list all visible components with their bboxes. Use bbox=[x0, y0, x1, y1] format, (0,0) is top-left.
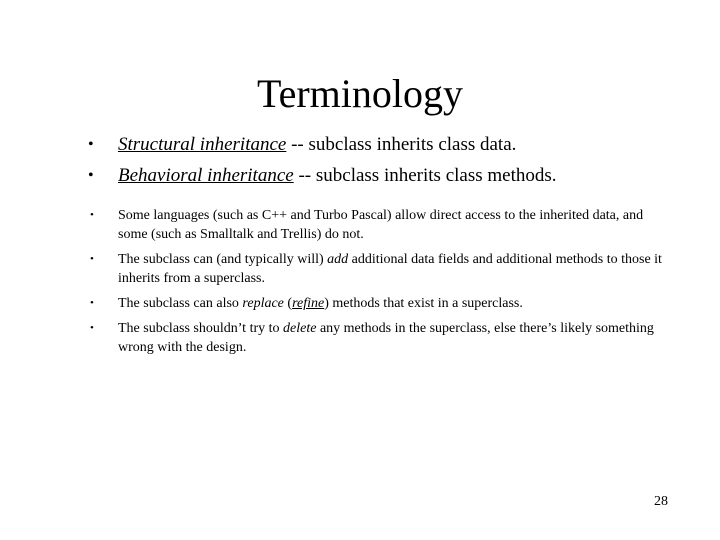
emphasis-delete: delete bbox=[283, 321, 317, 336]
term-behavioral-inheritance: Behavioral inheritance bbox=[118, 165, 294, 186]
slide-title: Terminology bbox=[256, 71, 464, 116]
bullet-delete-methods bbox=[90, 319, 670, 357]
bullet-dot-icon: • bbox=[88, 167, 94, 184]
bullet-behavioral-inheritance bbox=[88, 165, 688, 187]
bullet-text-post: ) methods that exist in a superclass. bbox=[324, 296, 523, 311]
emphasis-replace: replace bbox=[242, 296, 284, 311]
bullet-text-pre: The subclass can also bbox=[118, 296, 243, 311]
bullet-text-mid: ( bbox=[283, 296, 293, 311]
emphasis-add: add bbox=[327, 252, 349, 267]
bullet-dot-icon: • bbox=[90, 297, 94, 309]
bullet-dot-icon: • bbox=[90, 209, 94, 221]
bullet-text-post: any methods in the superclass, else there’s likely something wrong with the design. bbox=[118, 321, 654, 355]
bullet-text-pre: The subclass shouldn’t try to bbox=[118, 321, 284, 336]
sub-bullet-list bbox=[90, 206, 670, 363]
bullet-dot-icon: • bbox=[88, 136, 94, 153]
bullet-dot-icon: • bbox=[90, 253, 94, 265]
term-structural-inheritance: Structural inheritance bbox=[118, 134, 287, 155]
definition-text: -- subclass inherits class data. bbox=[286, 134, 517, 155]
bullet-text-pre: The subclass can (and typically will) bbox=[118, 252, 328, 267]
bullet-text: Some languages (such as C++ and Turbo Pascal) allow direct access to the inherited data, and some (such as Smalltalk and Trellis) do not. bbox=[118, 208, 644, 242]
bullet-structural-inheritance bbox=[88, 134, 688, 156]
emphasis-refine: refine bbox=[292, 296, 325, 311]
bullet-text-post: additional data fields and additional methods to those it inherits from a superclass. bbox=[118, 252, 662, 286]
main-bullet-list bbox=[88, 134, 688, 196]
bullet-direct-access bbox=[90, 206, 670, 244]
page-number: 28 bbox=[654, 494, 668, 509]
definition-text: -- subclass inherits class methods. bbox=[293, 165, 557, 186]
bullet-replace-methods bbox=[90, 294, 670, 313]
bullet-add-fields bbox=[90, 250, 670, 288]
bullet-dot-icon: • bbox=[90, 322, 94, 334]
